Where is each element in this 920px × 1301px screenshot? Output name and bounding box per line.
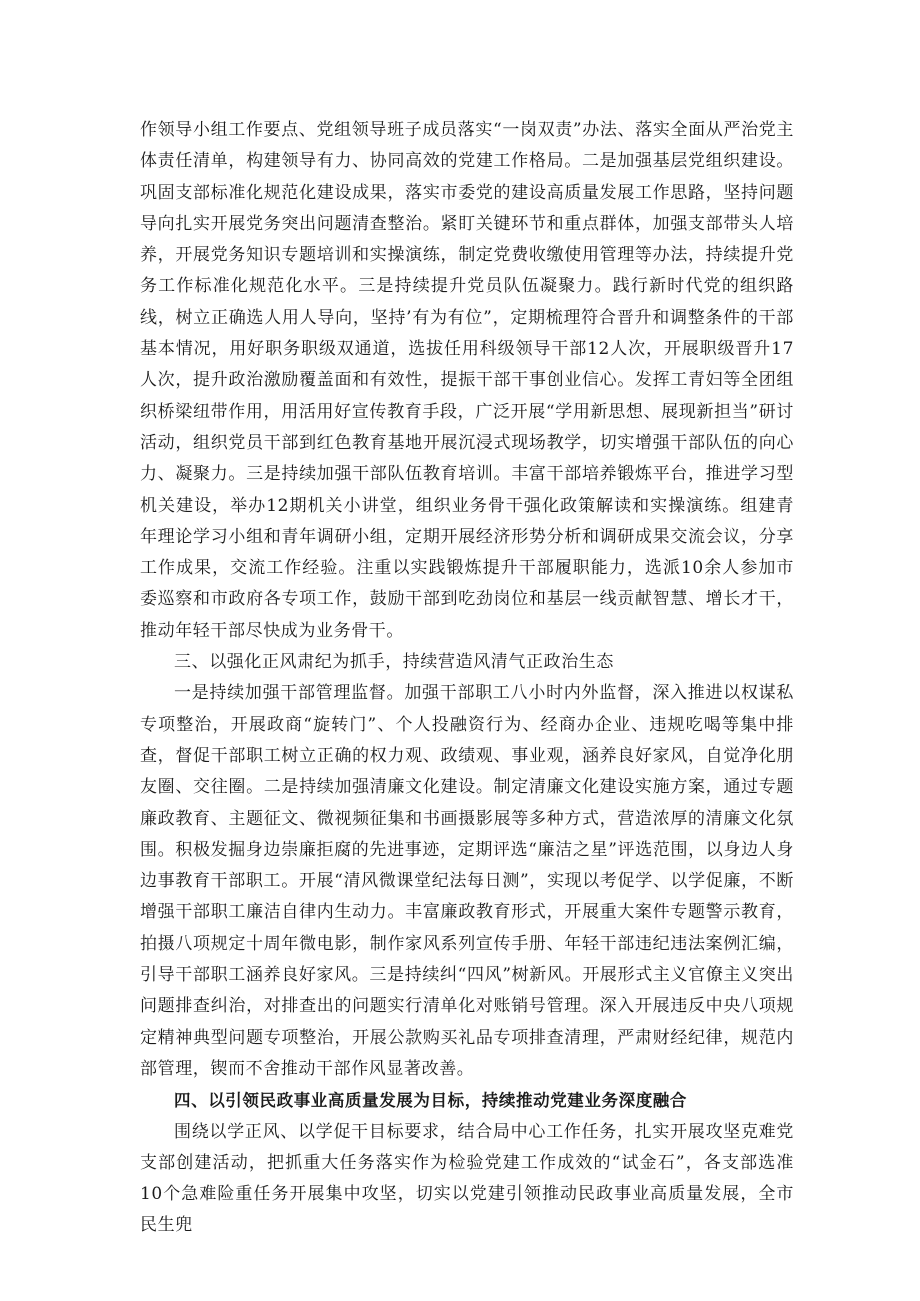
paragraph-integration: 围绕以学正风、以学促干目标要求，结合局中心工作任务，扎实开展攻坚克难党支部创建活动，把抓重大任务落实作为检验党建工作成效的“试金石”，各支部选准10个急难险重任务开展集中攻坚，切实以党建引领推动民政事业高质量发展，全市民生兜 — [140, 1121, 794, 1236]
paragraph-party-building-continued: 作领导小组工作要点、党组领导班子成员落实“一岗双责”办法、落实全面从严治党主体责任清单，构建领导有力、协同高效的党建工作格局。二是加强基层党组织建设。巩固支部标准化规范化建设成果，落实市委党的建设高质量发展工作思路，坚持问题导向扎实开展党务突出问题清查整治。紧盯关键环节和重点群体，加强支部带头人培养，开展党务知识专题培训和实操演练，制定党费收缴使用管理等办法，持续提升党务工作标准化规范化水平。三是持续提升党员队伍凝聚力。践行新时代党的组织路线，树立正确选人用人导向，坚持’有为有位”，定期梳理符合晋升和调整条件的干部基本情况，用好职务职级双通道，选拔任用科级领导干部12人次，开展职级晋升17人次，提升政治激励覆盖面和有效性，提振干部干事创业信心。发挥工青妇等全团组织桥梁纽带作用，用活用好宣传教育手段，广泛开展“学用新思想、展现新担当”研讨活动，组织党员干部到红色教育基地开展沉浸式现场教学，切实增强干部队伍的向心力、凝聚力。三是持续加强干部队伍教育培训。丰富干部培养锻炼平台，推进学习型机关建设，举办12期机关小讲堂，组织业务骨干强化政策解读和实操演练。组建青年理论学习小组和青年调研小组，定期开展经济形势分析和调研成果交流会议，分享工作成果，交流工作经验。注重以实践锻炼提升干部履职能力，选派10余人参加市委巡察和市政府各专项工作，鼓励干部到吃劲岗位和基层一线贡献智慧、增长才干，推动年轻干部尽快成为业务骨干。 — [140, 120, 794, 641]
section-heading-4: 四、以引领民政事业高质量发展为目标，持续推动党建业务深度融合 — [174, 1091, 687, 1111]
section-heading-3: 三、以强化正风肃纪为抓手，持续营造风清气正政治生态 — [174, 652, 614, 673]
document-body — [140, 115, 794, 1242]
paragraph-discipline: 一是持续加强干部管理监督。加强干部职工八小时内外监督，深入推进以权谋私专项整治，开展政商“旋转门”、个人投融资行为、经商办企业、违规吃喝等集中排查，督促干部职工树立正确的权力观、政绩观、事业观，涵养良好家风，自觉净化朋友圈、交往圈。二是持续加强清廉文化建设。制定清廉文化建设实施方案，通过专题廉政教育、主题征文、微视频征集和书画摄影展等多种方式，营造浓厚的清廉文化氛围。积极发掘身边崇廉拒腐的先进事迹，定期评选“廉洁之星”评选范围，以身边人身边事教育干部职工。开展“清风微课堂纪法每日测”，实现以考促学、以学促廉，不断增强干部职工廉洁自律内生动力。丰富廉政教育形式，开展重大案件专题警示教育，拍摄八项规定十周年微电影，制作家风系列宣传手册、年轻干部违纪违法案例汇编，引导干部职工涵养良好家风。三是持续纠“四风”树新风。开展形式主义官僚主义突出问题排查纠治，对排查出的问题实行清单化对账销号管理。深入开展违反中央八项规定精神典型问题专项整治，开展公款购买礼品专项排查清理，严肃财经纪律，规范内部管理，锲而不舍推动干部作风显著改善。 — [140, 683, 794, 1079]
